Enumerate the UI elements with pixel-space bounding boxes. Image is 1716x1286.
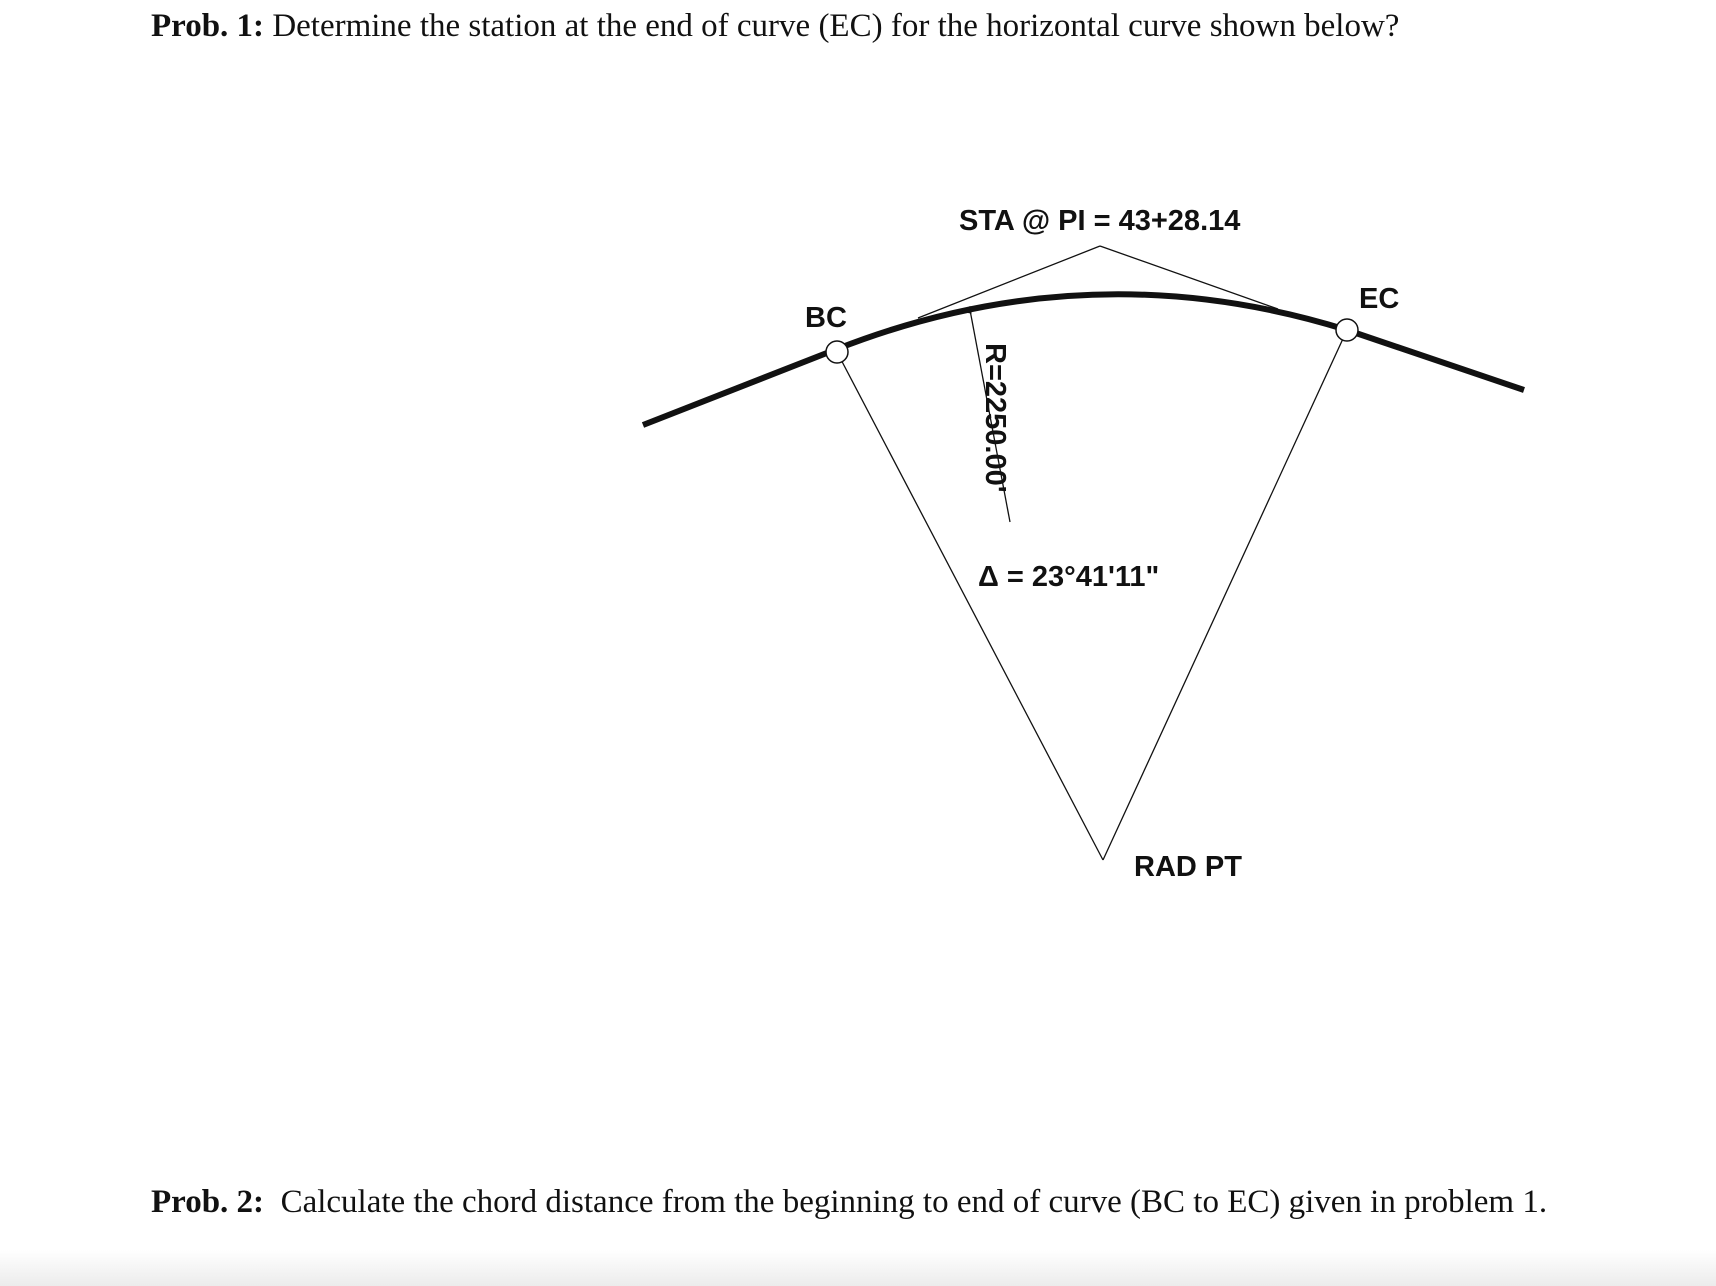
approach-tangent-road [643, 349, 837, 425]
problem-2-text: Calculate the chord distance from the beginning to end of curve (BC to EC) given in problem 1. [280, 1184, 1548, 1220]
ec-label: EC [1359, 283, 1400, 315]
back-tangent-line [918, 246, 1100, 318]
problem-1-text: Determine the station at the end of curve (EC) for the horizontal curve shown below? [272, 8, 1400, 44]
problem-2-statement [151, 1182, 1551, 1222]
radius-line-bc [837, 352, 1103, 860]
radius-label: R=2250.00' [979, 343, 1011, 493]
departure-tangent-road [1347, 330, 1524, 390]
problem-2-label: Prob. 2: [151, 1184, 265, 1220]
radius-point-label: RAD PT [1134, 851, 1242, 883]
radius-line-ec [1103, 330, 1347, 860]
ec-point-marker [1336, 319, 1358, 341]
horizontal-curve-arc [837, 294, 1347, 349]
problem-1-label: Prob. 1: [151, 8, 265, 44]
page-bottom-edge [0, 1250, 1716, 1286]
bc-point-marker [826, 341, 848, 363]
pi-station-label: STA @ PI = 43+28.14 [959, 205, 1241, 237]
bc-label: BC [805, 302, 847, 334]
delta-angle-label: Δ = 23°41'11" [978, 561, 1160, 593]
